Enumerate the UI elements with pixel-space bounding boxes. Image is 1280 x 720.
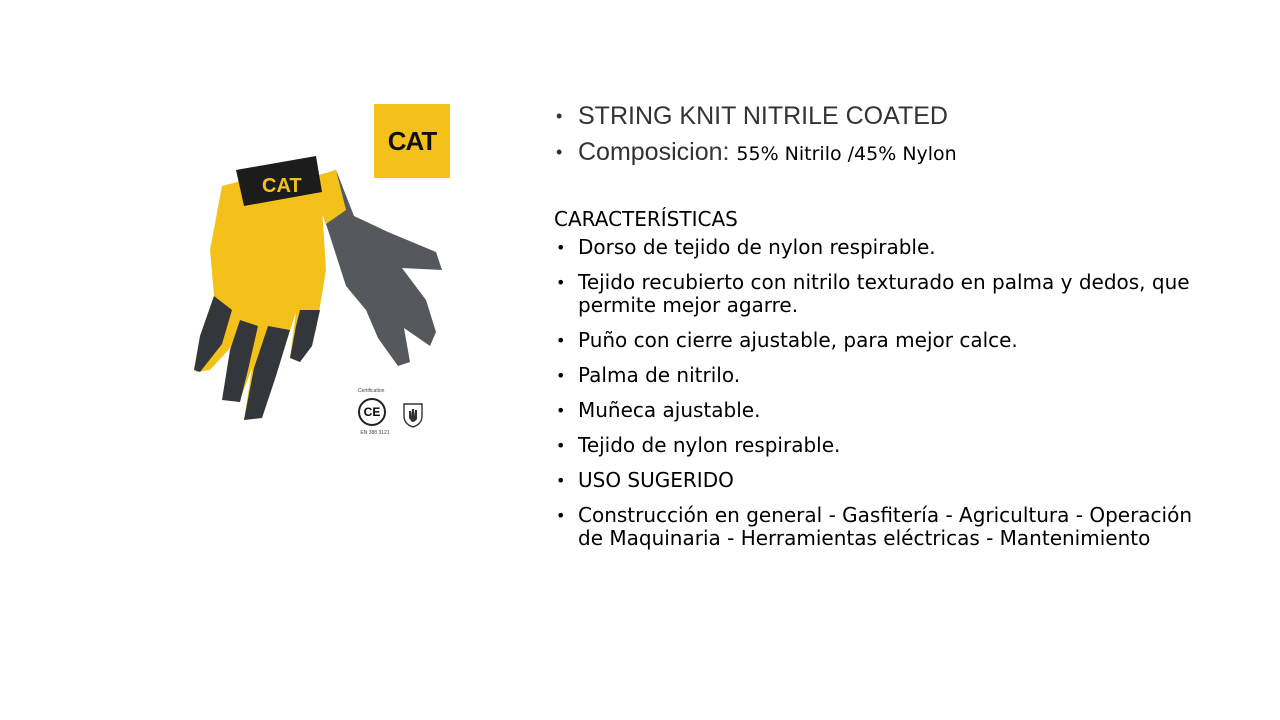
composition-value: 55% Nitrilo /45% Nylon <box>736 143 957 165</box>
certification-title: Certification <box>358 388 385 394</box>
list-item: • Puño con cierre ajustable, para mejor calce. <box>554 329 1194 352</box>
section-heading: CARACTERÍSTICAS <box>554 207 738 231</box>
glove-front-icon <box>194 156 326 420</box>
list-item: • Muñeca ajustable. <box>554 399 1194 422</box>
list-item: • Palma de nitrilo. <box>554 364 1194 387</box>
product-image <box>140 100 455 470</box>
product-name: • STRING KNIT NITRILE COATED <box>554 98 1194 134</box>
list-item: • USO SUGERIDO <box>554 469 1194 492</box>
brand-logo: CAT <box>374 104 450 178</box>
list-item: • Tejido de nylon respirable. <box>554 434 1194 457</box>
list-item: • Dorso de tejido de nylon respirable. <box>554 236 1194 259</box>
glove-back-icon <box>310 170 442 366</box>
svg-text:CAT: CAT <box>262 175 302 197</box>
shield-hand-icon <box>402 402 424 428</box>
text-block <box>554 98 1194 562</box>
composition-line <box>554 134 1194 172</box>
certification-block <box>352 388 432 458</box>
ce-mark-icon: CE <box>358 398 386 426</box>
certification-standard: EN 388 3121 <box>360 430 390 436</box>
composition-label: Composicion: <box>578 138 737 166</box>
list-item: • Tejido recubierto con nitrilo texturado en palma y dedos, que permite mejor agarre. <box>554 271 1194 317</box>
list-item: • Construcción en general - Gasfitería - Agricultura - Operación de Maquinaria - Herramientas eléctricas - Mantenimiento <box>554 504 1194 550</box>
title-bullets <box>554 98 1194 172</box>
feature-list <box>554 236 1194 550</box>
